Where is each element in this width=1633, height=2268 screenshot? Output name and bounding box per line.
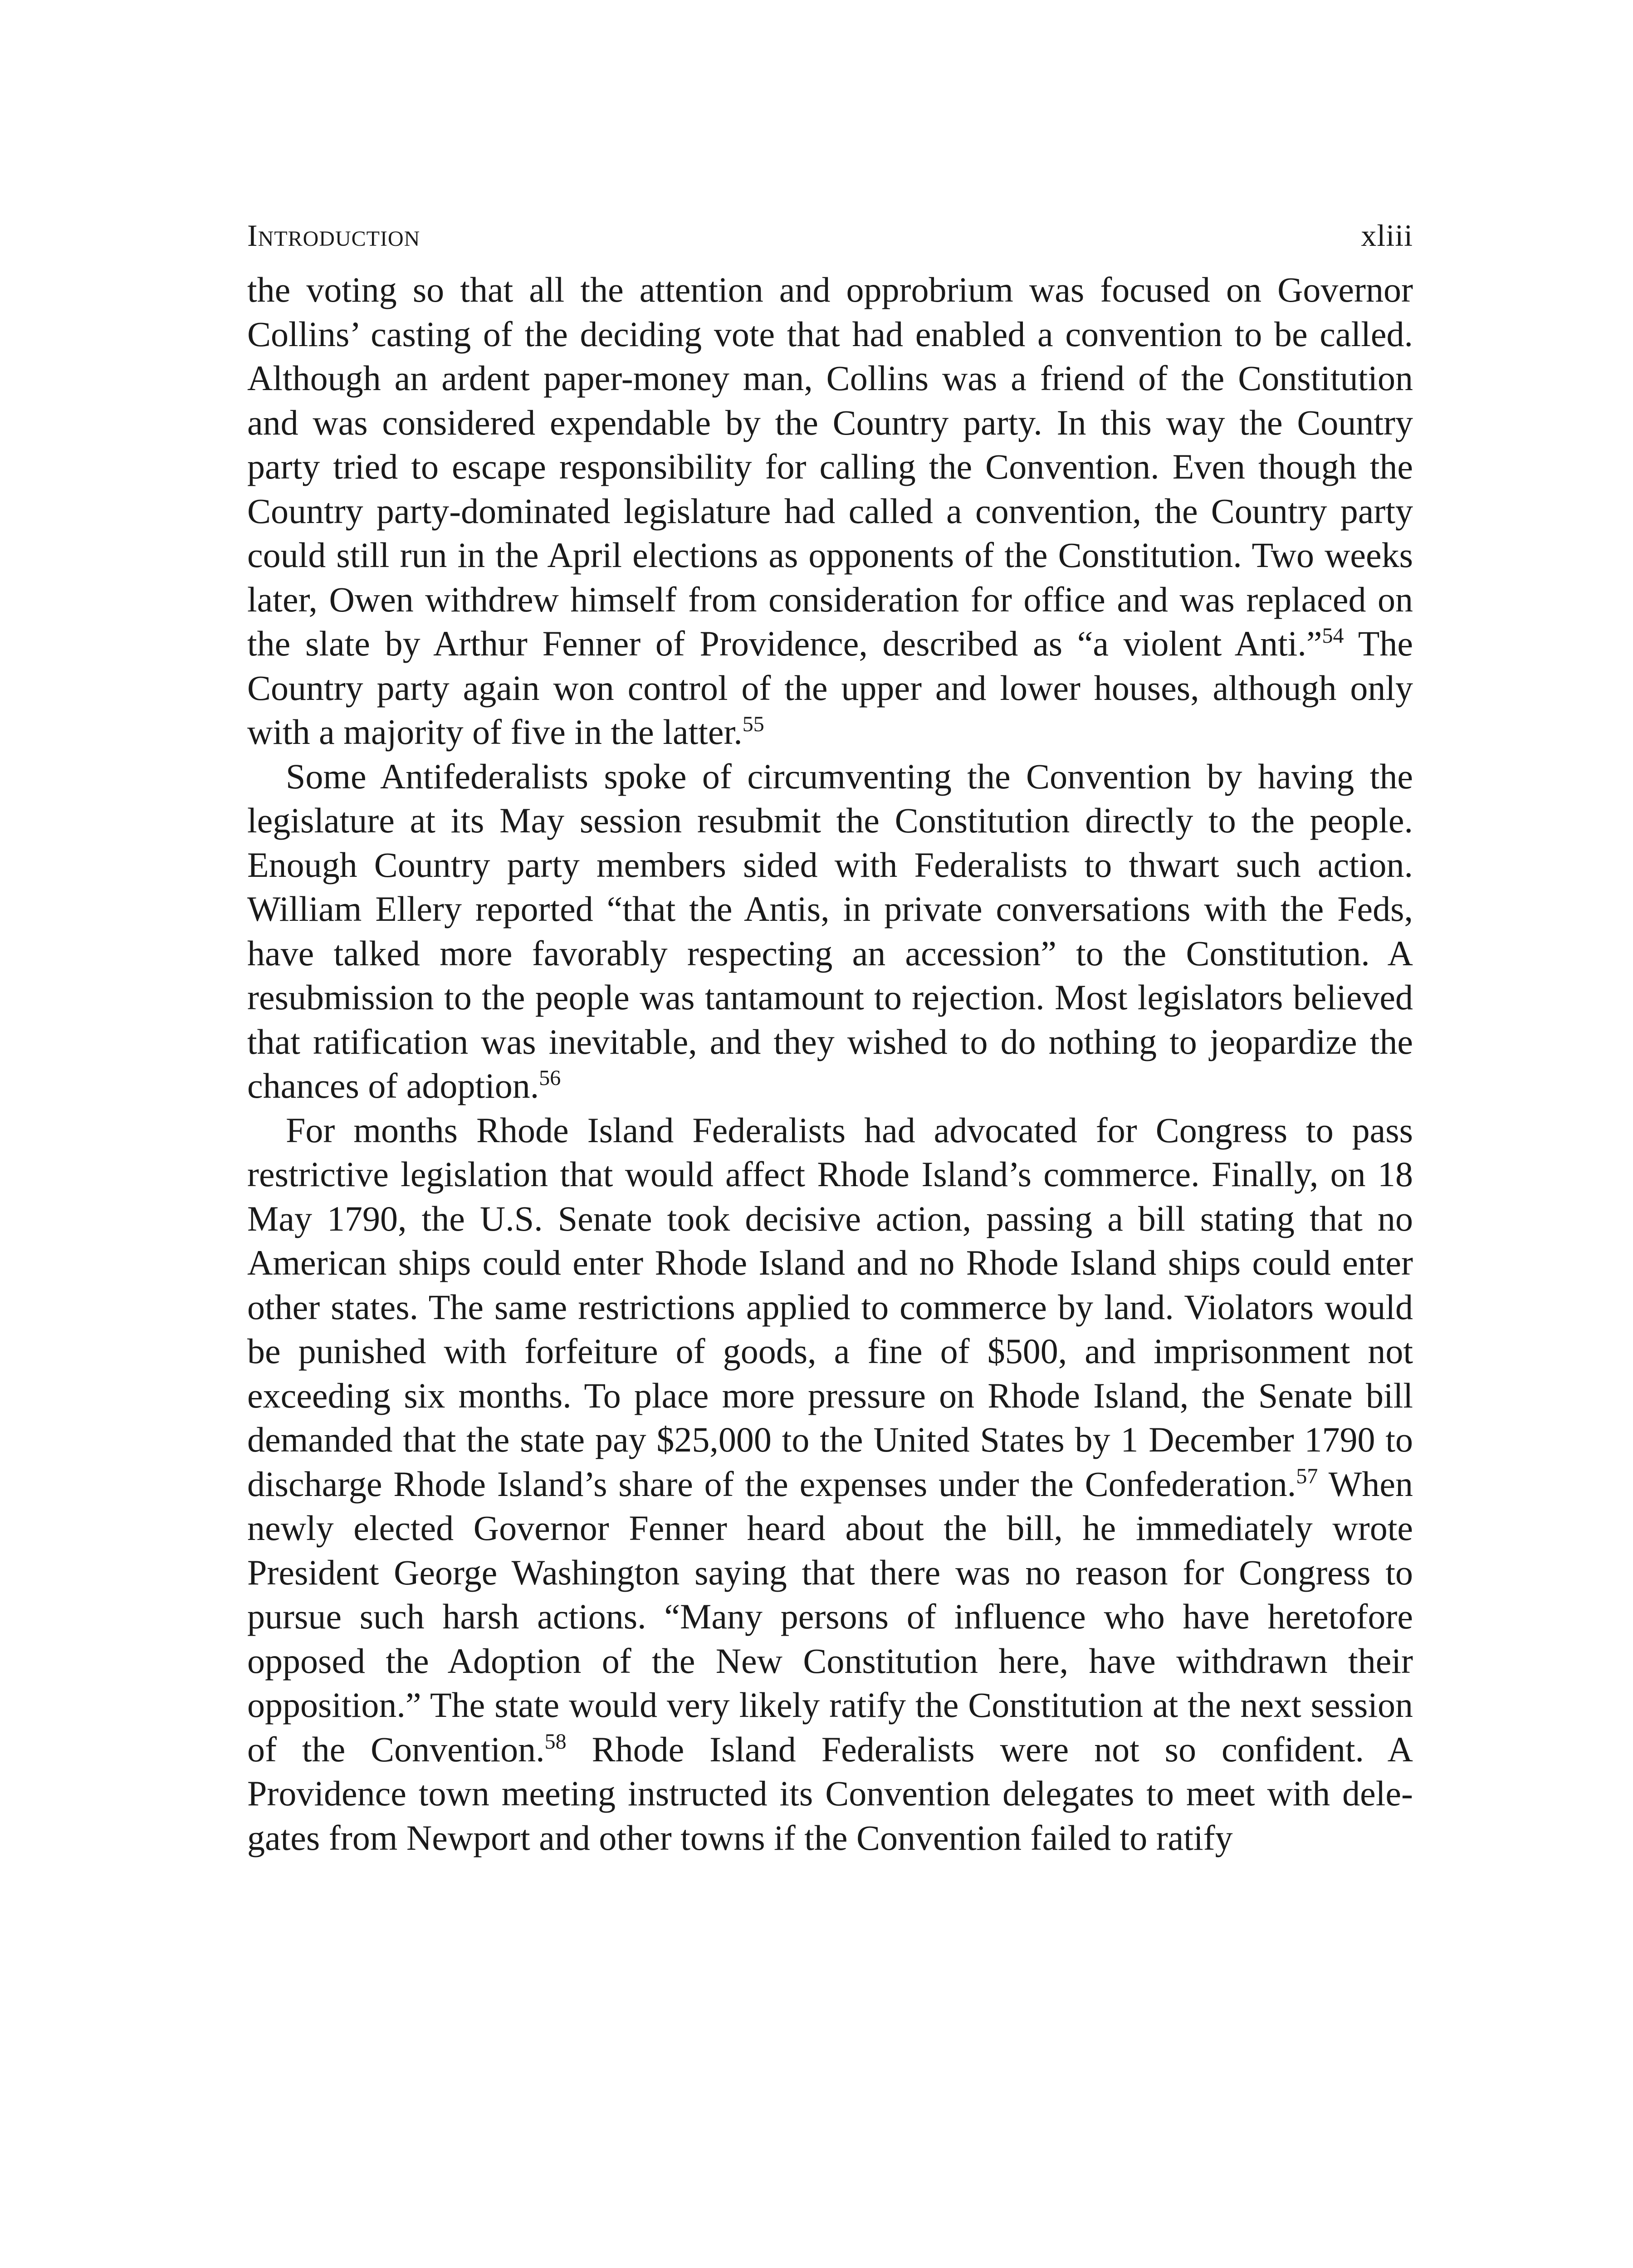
body-text — [247, 268, 1413, 1860]
footnote-ref: 55 — [742, 712, 764, 736]
book-page — [247, 218, 1413, 1860]
text-run: For months Rhode Island Federalists had advocated for Congress to pass restrictive legislation that would affect Rhode Island’s commerce. Finally, on 18 May 1790, the U.S. Senate took decisive action, passing a bill stating that no American ships could enter Rhode Island and no Rhode Island ships could enter other states. The same restrictions applied to commerce by land. Violators would be punished with forfeiture of goods, a fine of $500, and imprisonment not exceeding six months. To place more pressure on Rhode Island, the Senate bill demanded that the state pay $25,000 to the United States by 1 December 1790 to discharge Rhode Island’s share of the expenses under the Confederation. — [247, 1110, 1413, 1504]
paragraph — [247, 754, 1413, 1108]
footnote-ref: 57 — [1296, 1464, 1318, 1488]
paragraph — [247, 268, 1413, 754]
text-run: The Country party again won control of the upper and lower houses, although only with a majority of five in the latter. — [247, 624, 1413, 752]
page-number: xliii — [1361, 218, 1413, 253]
running-head — [247, 218, 1413, 268]
footnote-ref: 56 — [539, 1066, 561, 1090]
running-title: Introduction — [247, 218, 420, 253]
text-run: Rhode Island Federalists were not so confident. A Providence town meeting instructed its Convention delegates to meet with delegates from Newport and other towns if the Convention failed to ratify — [247, 1729, 1413, 1857]
paragraph — [247, 1108, 1413, 1860]
footnote-ref: 58 — [544, 1729, 567, 1754]
text-run: When newly elected Governor Fenner heard about the bill, he immediately wrote President George Washington saying that there was no reason for Congress to pursue such harsh actions. “Many persons of influence who have heretofore opposed the Adoption of the New Constitution here, have withdrawn their opposition.” The state would very likely ratify the Constitution at the next session of the Convention. — [247, 1464, 1413, 1769]
text-run: Some Antifederalists spoke of circumventing the Convention by having the legislature at its May session resubmit the Constitution directly to the people. Enough Country party members sided with Federalists to thwart such action. William Ellery reported “that the Antis, in private conversations with the Feds, have talked more favorably respecting an accession” to the Constitution. A resubmission to the people was tantamount to rejection. Most legislators believed that ratification was inevitable, and they wished to do nothing to jeopardize the chances of adoption. — [247, 756, 1413, 1105]
footnote-ref: 54 — [1322, 624, 1344, 648]
text-run: the voting so that all the attention and opprobrium was focused on Governor Collins’ casting of the deciding vote that had enabled a convention to be called. Although an ardent paper-money man, Collins was a friend of the Constitution and was considered expendable by the Country party. In this way the Country party tried to escape responsibility for calling the Convention. Even though the Country party-dominated legislature had called a convention, the Country party could still run in the April elections as opponents of the Constitution. Two weeks later, Owen withdrew himself from consideration for office and was replaced on the slate by Arthur Fenner of Providence, described as “a violent Anti.” — [247, 270, 1413, 663]
